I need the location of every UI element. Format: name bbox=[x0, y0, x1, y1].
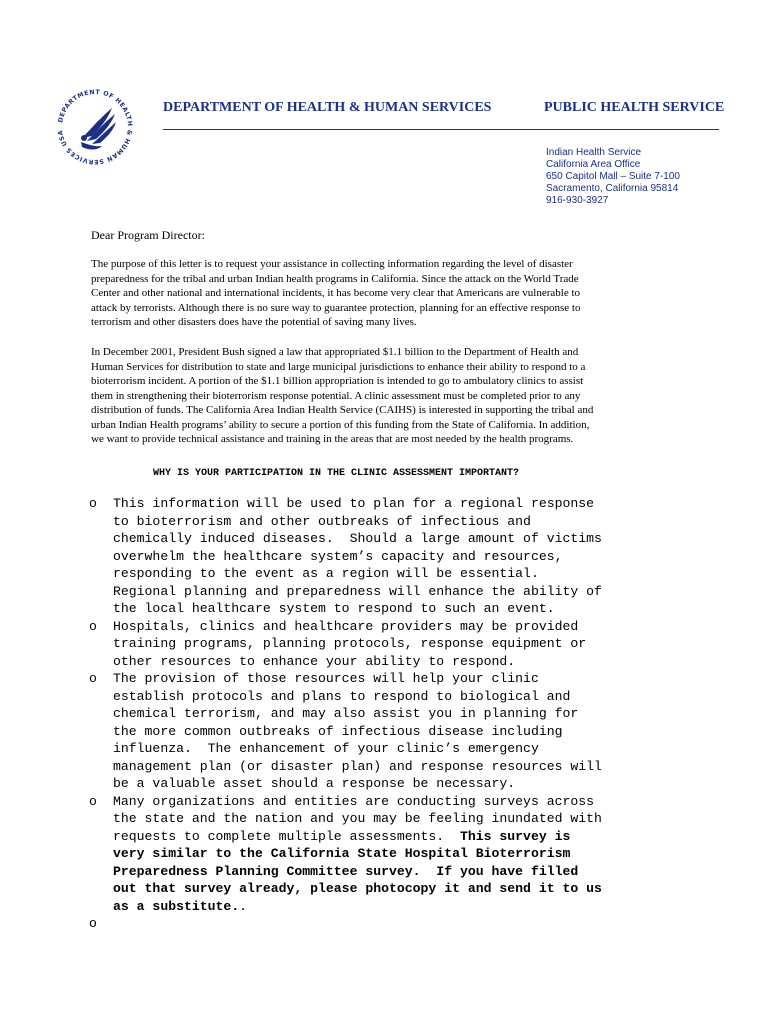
address-line: Indian Health Service bbox=[546, 147, 642, 158]
bullet-emphasis-line: out that survey already, please photocopy it and send it to us bbox=[113, 881, 602, 896]
bullet-item bbox=[89, 618, 602, 671]
paragraph-purpose bbox=[91, 257, 671, 330]
bullet-marker: o bbox=[89, 496, 97, 511]
bullet-line: Hospitals, clinics and healthcare providers may be provided bbox=[113, 618, 579, 634]
bullet-list bbox=[89, 495, 602, 931]
paragraph-line: urban Indian Health programs’ ability to secure a portion of this funding from the State of California. In addition, bbox=[91, 418, 590, 431]
bullet-marker: o bbox=[89, 916, 97, 931]
bullet-line: establish protocols and plans to respond to biological and bbox=[113, 688, 571, 704]
bullet-line: overwhelm the healthcare system’s capacity and resources, bbox=[113, 548, 563, 564]
bullet-line: influenza. The enhancement of your clinic’s emergency bbox=[113, 741, 539, 756]
bullet-line: be a valuable asset should a response be necessary. bbox=[113, 776, 516, 791]
office-address bbox=[546, 147, 680, 207]
bullet-line-mixed bbox=[113, 898, 602, 916]
department-title: DEPARTMENT OF HEALTH & HUMAN SERVICES bbox=[163, 100, 492, 115]
bullet-line: chemically induced diseases. Should a large amount of victims bbox=[113, 531, 602, 546]
bullet-item bbox=[89, 670, 602, 793]
paragraph-funding bbox=[91, 345, 671, 447]
bullet-line-mixed bbox=[113, 828, 602, 846]
bullet-text: requests to complete multiple assessments. bbox=[113, 828, 445, 844]
paragraph-line: In December 2001, President Bush signed a law that appropriated $1.1 billion to the Department of Health and bbox=[91, 346, 579, 358]
header-divider bbox=[163, 129, 719, 130]
paragraph-line: Human Services for distribution to state and large municipal jurisdictions to enhance their ability to respond to a bbox=[91, 360, 586, 373]
bullet-marker: o bbox=[89, 618, 97, 634]
salutation: Dear Program Director: bbox=[91, 228, 205, 242]
paragraph-line: terrorism and other disasters does have the potential of saving many lives. bbox=[91, 316, 417, 328]
bullet-marker: o bbox=[89, 671, 97, 686]
hhs-seal-logo bbox=[54, 86, 136, 168]
bullet-line: the state and the nation and you may be feeling inundated with bbox=[113, 811, 602, 826]
bullet-emphasis: This survey is bbox=[444, 828, 571, 844]
bullet-line: Regional planning and preparedness will enhance the ability of bbox=[113, 583, 602, 599]
paragraph-line: bioterrorism incident. A portion of the $1.1 billion appropriation is intended to go to ambulatory clinics to assist bbox=[91, 375, 584, 387]
bullet-line: This information will be used to plan for a regional response bbox=[113, 496, 595, 511]
bullet-item bbox=[89, 793, 602, 916]
address-line: Sacramento, California 95814 bbox=[546, 183, 679, 194]
bullet-line: the more common outbreaks of infectious disease including bbox=[113, 723, 563, 739]
bullet-line: The provision of those resources will help your clinic bbox=[113, 671, 539, 686]
address-line: California Area Office bbox=[546, 159, 641, 170]
paragraph-line: we want to provide technical assistance and training in the areas that are most needed by the health programs. bbox=[91, 433, 574, 445]
section-heading: WHY IS YOUR PARTICIPATION IN THE CLINIC ASSESSMENT IMPORTANT? bbox=[153, 468, 520, 479]
address-line: 916-930-3927 bbox=[546, 195, 609, 206]
svg-text:DEPARTMENT OF HEALTH & HUMAN S: DEPARTMENT OF HEALTH & HUMAN SERVICES USA bbox=[57, 88, 134, 166]
bullet-line: other resources to enhance your ability to respond. bbox=[113, 653, 516, 669]
paragraph-line: Center and other national and international incidents, it has become very clear that Americans are vulnerable to bbox=[91, 287, 581, 299]
bullet-emphasis: as a substitute. bbox=[113, 898, 240, 914]
paragraph-line: The purpose of this letter is to request your assistance in collecting information regarding the level of disaster bbox=[91, 258, 573, 270]
paragraph-line: distribution of funds. The California Area Indian Health Service (CAIHS) is interested in supporting the tribal and bbox=[91, 404, 594, 416]
bullet-marker: o bbox=[89, 793, 97, 809]
bullet-line: training programs, planning protocols, response equipment or bbox=[113, 636, 587, 651]
paragraph-line: attack by terrorists. Although there is no sure way to guarantee protection, planning for an effective response to bbox=[91, 301, 581, 314]
bullet-line: Many organizations and entities are conducting surveys across bbox=[113, 793, 595, 809]
bullet-line: the local healthcare system to respond to such an event. bbox=[113, 601, 555, 616]
bullet-text: . bbox=[239, 898, 248, 914]
bullet-item bbox=[89, 495, 602, 618]
bullet-emphasis-line: Preparedness Planning Committee survey. If you have filled bbox=[113, 863, 579, 879]
bullet-line: chemical terrorism, and may also assist you in planning for bbox=[113, 706, 579, 721]
bullet-line: responding to the event as a region will be essential. bbox=[113, 566, 539, 581]
bullet-line: management plan (or disaster plan) and response resources will bbox=[113, 758, 602, 774]
bullet-line: to bioterrorism and other outbreaks of infectious and bbox=[113, 513, 531, 529]
paragraph-line: preparedness for the tribal and urban Indian health programs in California. Since the attack on the World Trade bbox=[91, 272, 579, 285]
public-health-service-title: PUBLIC HEALTH SERVICE bbox=[544, 100, 725, 115]
paragraph-line: them in strengthening their bioterrorism response potential. A clinic assessment must be completed prior to any bbox=[91, 389, 581, 402]
bullet-emphasis-line: very similar to the California State Hospital Bioterrorism bbox=[113, 846, 571, 861]
address-line: 650 Capitol Mall – Suite 7-100 bbox=[546, 171, 680, 182]
